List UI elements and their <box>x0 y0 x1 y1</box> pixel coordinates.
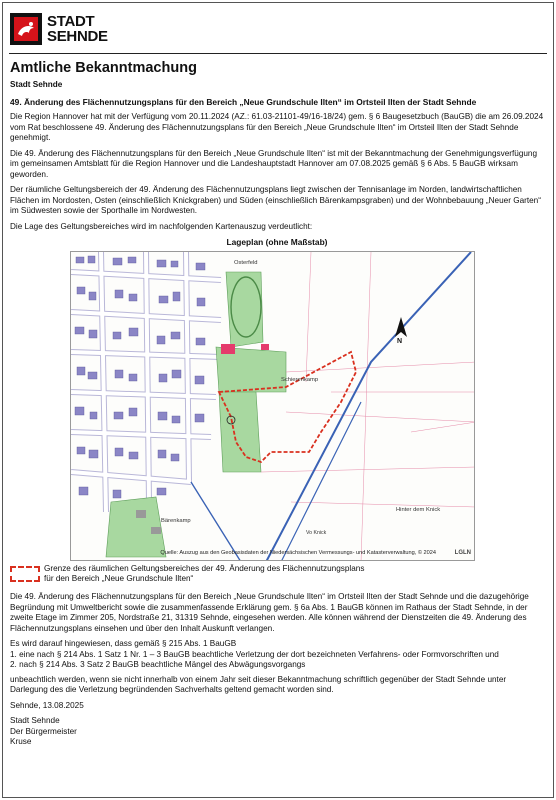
signature-line-1: Stadt Sehnde <box>10 716 60 725</box>
map-label-osterfeld: Osterfeld <box>234 260 258 266</box>
notice-outro: unbeachtlich werden, wenn sie nicht innerhalb von einem Jahr seit dieser Bekanntmachung schriftlich gegenüber der Stadt Sehnde unter Darlegung des die Verletzung begründenden Sachverhalts geltend gemacht worden sind. <box>10 674 507 694</box>
notice-item-1: 1. eine nach § 214 Abs. 1 Satz 1 Nr. 1 – 3 BauGB beachtliche Verletzung der dort bezeichneten Verfahrens- oder Formvorschriften und <box>10 649 499 659</box>
logo-line-2: SEHNDE <box>47 28 108 45</box>
paragraph-map-intro: Die Lage des Geltungsbereiches wird im nachfolgenden Kartenauszug verdeutlicht: <box>10 221 313 231</box>
map-label-baerenkamp: Bärenkamp <box>161 518 191 524</box>
date-line: Sehnde, 13.08.2025 <box>10 700 84 710</box>
notice-subject: 49. Änderung des Flächennutzungsplans für den Bereich „Neue Grundschule Ilten“ im Ortsteil Ilten der Stadt Sehnde <box>10 96 477 107</box>
map-title: Lageplan (ohne Maßstab) <box>226 237 328 248</box>
signature-line-3: Kruse <box>10 737 32 746</box>
notice-item-2: 2. nach § 214 Abs. 3 Satz 2 BauGB beachtliche Mängel des Abwägungsvorgangs <box>10 660 306 669</box>
notice-content <box>10 60 544 748</box>
boundary-legend-swatch <box>10 566 40 582</box>
legend-line-2: für den Bereich „Neue Grundschule Ilten“ <box>44 574 194 583</box>
notice-list <box>10 639 544 671</box>
issuer: Stadt Sehnde <box>10 80 63 89</box>
logo-emblem-icon <box>9 12 43 46</box>
paragraph-display: Die 49. Änderung des Flächennutzungsplans für den Bereich „Neue Grundschule Ilten“ im Ortsteil Ilten der Stadt Sehnde und die dazugehörige Begründung mit Umweltbericht sowie die zusammenfassende Erklärung gem. § 6a Abs. 1 BauGB können im Rathaus der Stadt Sehnde, in der zweite Etage im Zimmer 205, Nordstraße 21, 31319 Sehnde, eingesehen werden. Alle können während der Dienstzeiten die 49. Änderung des Flächennutzungsplans einsehen und über den Inhalt Auskunft verlangen. <box>10 592 529 633</box>
logo-line-1: STADT <box>47 12 95 30</box>
signature-block <box>10 716 544 748</box>
site-plan-map <box>70 251 475 561</box>
signature-line-2: Der Bürgermeister <box>10 726 77 736</box>
paragraph-approval: Die Region Hannover hat mit der Verfügung vom 20.11.2024 (AZ.: 61.03-21101-49/16-18/24) gem. § 6 Baugesetzbuch (BauGB) die am 26.09.2024 vom Rat beschlossene 49. Änderung des Flächennutzungsplans für den Bereich „Neue Grundschule Ilten“ im Ortsteil Ilten der Stadt Sehnde genehmigt. <box>10 112 544 143</box>
stadt-sehnde-logo <box>9 9 108 49</box>
north-arrow-label: N <box>397 338 403 345</box>
map-legend <box>10 564 544 584</box>
page-title: Amtliche Bekanntmachung <box>10 60 197 76</box>
map-label-schierenkamp: Schierenkamp <box>281 377 319 383</box>
paragraph-effective: Die 49. Änderung des Flächennutzungsplans für den Bereich „Neue Grundschule Ilten“ ist mit der Bekanntmachung der Genehmigungsverfügung im gemeinsamen Amtsblatt für die Region Hannover und die Landeshauptstadt Hannover am 07.08.2025 gemäß § 6 Abs. 5 BauGB wirksam geworden. <box>10 148 538 179</box>
map-label-hinter-dem-knick: Hinter dem Knick <box>396 507 441 513</box>
lgln-logo: LGLN <box>454 550 471 557</box>
legend-line-1: Grenze des räumlichen Geltungsbereiches der 49. Änderung des Flächennutzungsplans <box>44 564 365 573</box>
map-credit: Quelle: Auszug aus den Geobasisdaten der Niedersächsischen Vermessungs- und Katasterverwaltung, © 2024 <box>160 549 436 556</box>
map-label-street: Vo Knick <box>306 530 327 536</box>
notice-intro: Es wird darauf hingewiesen, dass gemäß § 215 Abs. 1 BauGB <box>10 639 237 648</box>
paragraph-scope: Der räumliche Geltungsbereich der 49. Änderung des Flächennutzungsplans liegt zwischen der Tennisanlage im Norden, landwirtschaftlichen Flächen im Nordosten, Osten (einschließlich Knickgraben) und Süden (einschließlich Bärenkampsgraben) und der Wohnbebauung „Neuer Garten“ im Südwesten sowie der Sporthalle im Nordwesten. <box>10 185 541 216</box>
header-rule <box>9 53 547 54</box>
